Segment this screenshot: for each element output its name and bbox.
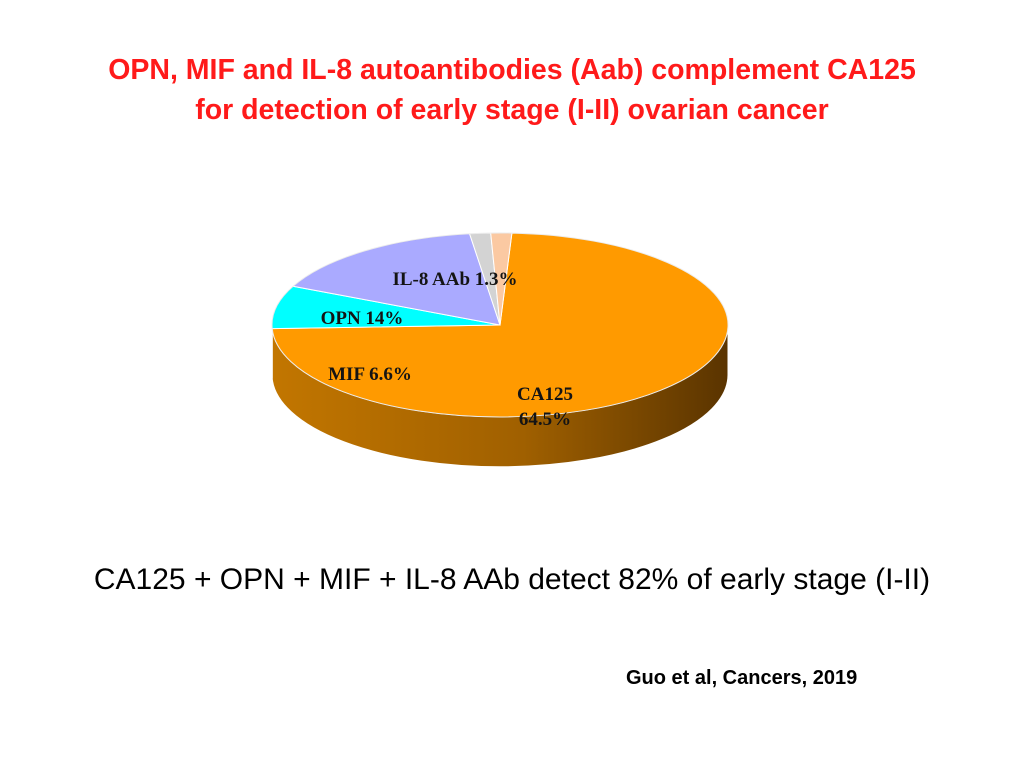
pie-slice-ca125-label: 64.5%: [518, 409, 572, 430]
summary-text: CA125 + OPN + MIF + IL-8 AAb detect 82% of early stage (I-II): [93, 563, 931, 596]
pie-slice-opn-label: OPN 14%: [320, 308, 404, 329]
pie-slice-ca125-label: CA125: [517, 384, 573, 405]
citation-text: Guo et al, Cancers, 2019: [626, 667, 858, 689]
pie-slice-mif-label: MIF 6.6%: [328, 364, 412, 385]
slide-title-line-2: for detection of early stage (I-II) ovarian cancer: [195, 94, 829, 126]
pie-slice-il-8-aab-label: IL-8 AAb 1.3%: [392, 269, 518, 290]
slide-title-line-1: OPN, MIF and IL-8 autoantibodies (Aab) complement CA125: [108, 54, 916, 86]
